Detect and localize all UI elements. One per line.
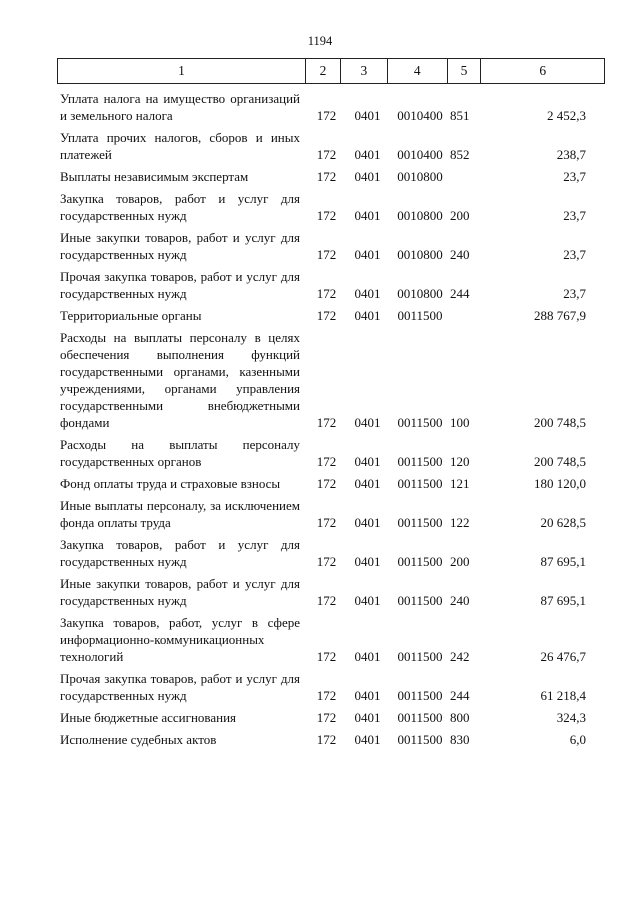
row-amount: 6,0 <box>569 732 586 747</box>
row-amount: 23,7 <box>563 169 586 184</box>
row-amount: 180 120,0 <box>534 476 586 491</box>
row-col-2: 172 <box>316 688 337 703</box>
row-col-5: 240 <box>450 247 470 262</box>
row-col-2: 172 <box>316 649 337 664</box>
row-description: Иные бюджетные ассигнования <box>60 710 237 725</box>
row-amount: 61 218,4 <box>540 688 586 703</box>
row-col-2: 172 <box>316 208 337 223</box>
row-col-5: 100 <box>450 415 470 430</box>
column-header-3: 3 <box>341 59 388 83</box>
row-col-3: 0401 <box>354 286 381 301</box>
row-col-5: 122 <box>450 515 470 530</box>
row-description: Выплаты независимым экспертам <box>60 169 249 184</box>
row-col-3: 0401 <box>354 208 381 223</box>
column-header-5: 5 <box>448 59 482 83</box>
row-col-4: 0011500 <box>397 649 443 664</box>
row-col-3: 0401 <box>354 454 381 469</box>
row-col-5: 240 <box>450 593 470 608</box>
row-description: Закупка товаров, работ и услуг для государственных нужд <box>60 537 300 569</box>
row-col-2: 172 <box>316 169 337 184</box>
table-body <box>57 90 605 753</box>
row-col-5: 242 <box>450 649 470 664</box>
row-description: Фонд оплаты труда и страховые взносы <box>60 476 281 491</box>
row-col-5: 244 <box>450 688 470 703</box>
row-amount: 238,7 <box>556 147 586 162</box>
column-header-1: 1 <box>58 59 306 83</box>
table-row <box>57 670 605 704</box>
row-col-4: 0011500 <box>397 454 443 469</box>
row-description: Закупка товаров, работ, услуг в сфере информационно-коммуникационных технологий <box>60 615 300 664</box>
row-col-3: 0401 <box>354 476 381 491</box>
row-col-2: 172 <box>316 286 337 301</box>
table-row <box>57 168 605 185</box>
row-col-4: 0011500 <box>397 710 443 725</box>
row-col-3: 0401 <box>354 593 381 608</box>
row-amount: 26 476,7 <box>540 649 586 664</box>
row-description: Уплата прочих налогов, сборов и иных платежей <box>60 130 300 162</box>
table-header-row <box>57 58 605 84</box>
column-header-4: 4 <box>388 59 448 83</box>
row-amount: 23,7 <box>563 286 586 301</box>
row-col-5: 120 <box>450 454 470 469</box>
table-row <box>57 329 605 431</box>
row-description: Иные выплаты персоналу, за исключением фонда оплаты труда <box>60 498 300 530</box>
row-col-4: 0011500 <box>397 593 443 608</box>
row-col-3: 0401 <box>354 247 381 262</box>
row-description: Иные закупки товаров, работ и услуг для государственных нужд <box>60 576 300 608</box>
row-col-4: 0011500 <box>397 515 443 530</box>
row-col-4: 0011500 <box>397 308 443 323</box>
table-row <box>57 575 605 609</box>
row-col-2: 172 <box>316 476 337 491</box>
table-row <box>57 497 605 531</box>
table-row <box>57 436 605 470</box>
page-number: 1194 <box>307 34 333 48</box>
column-header-2: 2 <box>306 59 341 83</box>
row-amount: 200 748,5 <box>534 454 586 469</box>
row-col-2: 172 <box>316 710 337 725</box>
row-col-4: 0011500 <box>397 688 443 703</box>
table-row <box>57 475 605 492</box>
row-col-4: 0010800 <box>397 208 443 223</box>
row-description: Исполнение судебных актов <box>60 732 217 747</box>
row-col-2: 172 <box>316 147 337 162</box>
row-description: Прочая закупка товаров, работ и услуг для государственных нужд <box>60 269 300 301</box>
row-col-3: 0401 <box>354 108 381 123</box>
row-col-5: 800 <box>450 710 470 725</box>
row-col-2: 172 <box>316 247 337 262</box>
row-description: Расходы на выплаты персоналу в целях обеспечения выполнения функций государственными органами, казенными учреждениями, органами управления государственными внебюджетными фондами <box>60 330 300 430</box>
row-col-4: 0010800 <box>397 247 443 262</box>
table-row <box>57 731 605 748</box>
row-description: Расходы на выплаты персоналу государственных органов <box>60 437 300 469</box>
row-col-2: 172 <box>316 732 337 747</box>
row-col-3: 0401 <box>354 649 381 664</box>
table-row <box>57 90 605 124</box>
table-row <box>57 536 605 570</box>
row-col-3: 0401 <box>354 415 381 430</box>
row-col-3: 0401 <box>354 710 381 725</box>
row-amount: 2 452,3 <box>547 108 586 123</box>
table-row <box>57 229 605 263</box>
row-col-4: 0011500 <box>397 554 443 569</box>
row-col-4: 0011500 <box>397 415 443 430</box>
row-col-5: 852 <box>450 147 470 162</box>
table-row <box>57 268 605 302</box>
row-col-5: 200 <box>450 554 470 569</box>
table-row <box>57 129 605 163</box>
row-description: Территориальные органы <box>60 308 202 323</box>
row-col-3: 0401 <box>354 688 381 703</box>
row-col-4: 0011500 <box>397 476 443 491</box>
row-description: Прочая закупка товаров, работ и услуг для государственных нужд <box>60 671 300 703</box>
row-amount: 20 628,5 <box>540 515 586 530</box>
table-row <box>57 307 605 324</box>
row-col-3: 0401 <box>354 732 381 747</box>
row-col-3: 0401 <box>354 169 381 184</box>
row-col-4: 0010800 <box>397 286 443 301</box>
row-description: Уплата налога на имущество организаций и земельного налога <box>60 91 300 123</box>
row-col-2: 172 <box>316 308 337 323</box>
row-col-4: 0010400 <box>397 147 443 162</box>
row-amount: 87 695,1 <box>540 554 586 569</box>
row-col-4: 0010800 <box>397 169 443 184</box>
row-col-3: 0401 <box>354 308 381 323</box>
row-col-5: 851 <box>450 108 470 123</box>
row-col-5: 121 <box>450 476 470 491</box>
row-col-3: 0401 <box>354 515 381 530</box>
row-col-5: 244 <box>450 286 470 301</box>
column-header-6: 6 <box>539 63 547 78</box>
row-amount: 23,7 <box>563 208 586 223</box>
table-row <box>57 709 605 726</box>
row-col-5: 830 <box>450 732 470 747</box>
row-amount: 87 695,1 <box>540 593 586 608</box>
row-col-2: 172 <box>316 593 337 608</box>
row-col-2: 172 <box>316 554 337 569</box>
table-row <box>57 190 605 224</box>
row-col-4: 0010400 <box>397 108 443 123</box>
row-amount: 324,3 <box>556 710 586 725</box>
row-col-2: 172 <box>316 415 337 430</box>
row-col-2: 172 <box>316 515 337 530</box>
row-amount: 23,7 <box>563 247 586 262</box>
table-row <box>57 614 605 665</box>
row-col-3: 0401 <box>354 147 381 162</box>
row-col-4: 0011500 <box>397 732 443 747</box>
row-amount: 288 767,9 <box>534 308 586 323</box>
row-col-2: 172 <box>316 454 337 469</box>
row-amount: 200 748,5 <box>534 415 586 430</box>
row-description: Закупка товаров, работ и услуг для государственных нужд <box>60 191 300 223</box>
row-col-3: 0401 <box>354 554 381 569</box>
row-description: Иные закупки товаров, работ и услуг для государственных нужд <box>60 230 300 262</box>
row-col-2: 172 <box>316 108 337 123</box>
row-col-5: 200 <box>450 208 470 223</box>
